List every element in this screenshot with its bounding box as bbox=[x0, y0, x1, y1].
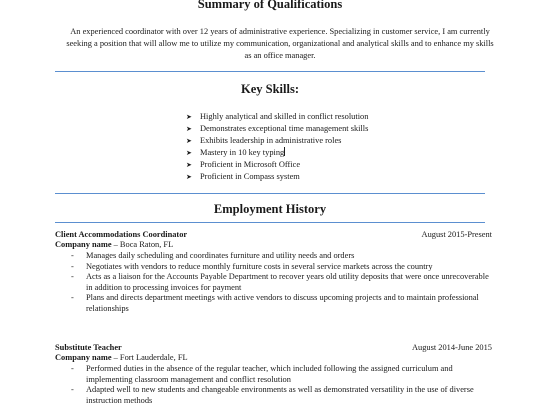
divider-skills bbox=[55, 193, 485, 194]
skill-text: Highly analytical and skilled in conflict resolution bbox=[200, 112, 369, 121]
company-line: Company name – Fort Lauderdale, FL bbox=[55, 353, 188, 362]
duty-item bbox=[55, 262, 492, 273]
employment-title: Employment History bbox=[213, 202, 327, 216]
skill-text: Demonstrates exceptional time management skills bbox=[200, 124, 369, 133]
duty-text: Acts as a liaison for the Accounts Payable Department to recover years old utility deposits that were once unrecoverable in addition to processing invoices for payment bbox=[86, 272, 489, 292]
duty-item bbox=[55, 385, 492, 406]
text-cursor bbox=[284, 147, 285, 156]
dash-bullet: - bbox=[71, 261, 74, 271]
summary-title: Summary of Qualifications bbox=[197, 0, 343, 11]
skill-text: Mastery in 10 key typing bbox=[200, 148, 285, 157]
company-location: Fort Lauderdale, FL bbox=[119, 353, 188, 362]
duty-item bbox=[55, 251, 492, 262]
skill-text: Proficient in Microsoft Office bbox=[200, 160, 301, 169]
duty-item bbox=[55, 272, 492, 293]
skill-item bbox=[186, 147, 368, 159]
duty-item bbox=[55, 364, 492, 385]
duties-list bbox=[55, 251, 492, 314]
skills-list bbox=[186, 111, 368, 183]
duty-text: Plans and directs department meetings with active vendors to discuss upcoming projects and to maintain professional relationships bbox=[86, 293, 479, 313]
dash-bullet: - bbox=[71, 251, 74, 260]
skill-text: Exhibits leadership in administrative roles bbox=[200, 136, 342, 145]
job-dates: August 2015-Present bbox=[421, 230, 492, 239]
skill-text: Proficient in Compass system bbox=[200, 172, 300, 181]
skill-item bbox=[186, 159, 368, 171]
arrowhead-bullet-icon: ➤ bbox=[186, 113, 192, 121]
dash-bullet: - bbox=[71, 293, 74, 302]
duty-text: Adapted well to new students and changeable environments as well as demonstrated versatility in the use of diverse instruction methods bbox=[86, 385, 474, 405]
skill-item bbox=[186, 135, 368, 147]
company-name: Company name bbox=[55, 240, 112, 249]
arrowhead-bullet-icon: ➤ bbox=[186, 149, 192, 157]
divider-summary bbox=[55, 71, 485, 72]
duty-item bbox=[55, 293, 492, 314]
skill-item bbox=[186, 123, 368, 135]
arrowhead-bullet-icon: ➤ bbox=[186, 137, 192, 145]
arrowhead-bullet-icon: ➤ bbox=[186, 161, 192, 169]
summary-text: An experienced coordinator with over 12 years of administrative experience. Specializing in customer service, I am currently seeking a position that will allow me to utilize my communication, organizational and analytical skills and to enhance my skills as an office manager. bbox=[66, 27, 494, 60]
arrowhead-bullet-icon: ➤ bbox=[186, 125, 192, 133]
skill-item bbox=[186, 171, 368, 183]
divider-employment bbox=[55, 222, 485, 223]
arrowhead-bullet-icon: ➤ bbox=[186, 173, 192, 181]
duty-text: Negotiates with vendors to reduce monthly furniture costs in several service markets across the country bbox=[86, 261, 433, 271]
dash-bullet: - bbox=[71, 364, 74, 373]
duty-text: Performed duties in the absence of the regular teacher, which included following the assigned curriculum and implementing classroom management and conflict resolution bbox=[86, 364, 453, 384]
company-name: Company name bbox=[55, 353, 112, 362]
job-dates: August 2014-June 2015 bbox=[411, 343, 492, 352]
skills-title: Key Skills: bbox=[241, 82, 299, 96]
skill-item bbox=[186, 111, 368, 123]
company-location: Boca Raton, FL bbox=[119, 240, 174, 249]
duties-list bbox=[55, 364, 492, 406]
duty-text: Manages daily scheduling and coordinates furniture and utility needs and orders bbox=[86, 251, 355, 260]
dash-bullet: - bbox=[71, 385, 74, 394]
job-title: Substitute Teacher bbox=[55, 343, 122, 352]
company-line: Company name – Boca Raton, FL bbox=[55, 240, 174, 249]
job-title: Client Accommodations Coordinator bbox=[55, 230, 188, 239]
dash-bullet: - bbox=[71, 272, 74, 281]
